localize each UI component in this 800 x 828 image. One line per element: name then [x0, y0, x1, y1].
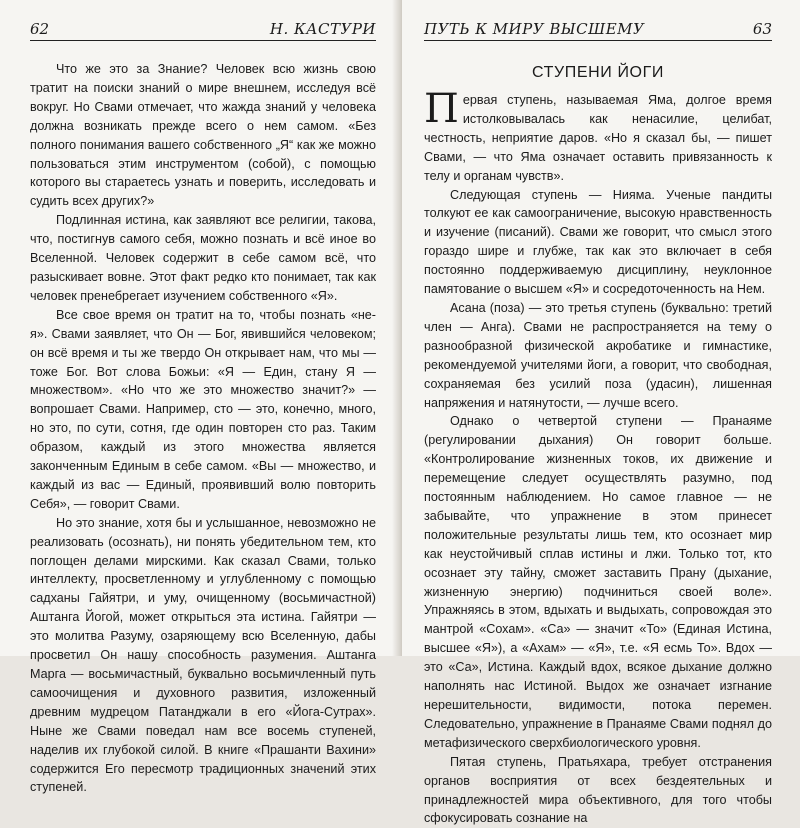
right-page: [402, 0, 800, 826]
right-page-number: 63: [752, 20, 772, 38]
paragraph: Все свое время он тратит на то, чтобы познать «не-я». Свами заявляет, что Он — Бог, явившийся человеком; он всё время и ты же твердо Он открывает нам, что мы — тоже Бог. Вот слова Божьи: «Я — Един, стану Я — множеством». «Но что же это множество значит?» — вопрошает Свами. Например, сто — это, конечно, много, но это, по сути, сотня, где один повторен сто раз. Таким образом, каждый из этого множества является законченным Единым в себе самом. «Вы — множество, и каждый из вас — Единый, проявивший волю повторить Себя», — говорит Свами.: [30, 307, 376, 511]
paragraph: Следующая ступень — Нияма. Ученые пандиты толкуют ее как самоограничение, высокую нравственность и изучение (писаний). Свами же говорит, что смысл этого гораздо шире и глубже, так как это включает в себя постоянно поддерживаемую дисциплину, неуклонное памятование о высшем «Я» и сосредоточенность на Нем.: [424, 187, 772, 297]
paragraph: Асана (поза) — это третья ступень (буквально: третий член — Анга). Свами не распространяется на тему о разнообразной физической акробатике и гимнастике, рекомендуемой учителями йоги, а говорит, что свободная, сохраняемая без усилий поза (удасин), лишенная напряжения и натянутости, — лучше всего.: [424, 300, 772, 410]
left-body-text: [30, 60, 376, 797]
paragraph: Однако о четвертой ступени — Пранаяме (регулировании дыхания) Он говорит больше. «Контролирование жизненных токов, их движение и перемещение следует осуществлять разумно, под постоянным наблюдением. Но самое главное — не забывайте, что упражнение в этом принесет положительные результаты лишь тем, кто осознает мир как неустойчивый сплав истины и лжи. Только тот, кто осознает эту тайну, сможет заставить Прану (дыхание, жизненную энергию) подчиниться своей воле». Упражняясь в этом, вдыхать и выдыхать, сопровождая это мантрой «Сохам». «Са» — значит «То» (Единая Истина, высшее «Я»), а «Ахам» — «Я», т.е. «Я есмь То». Вдох — это «Са», Истина. Каждый вдох, всякое дыхание должно наполнять нас Истиной. Выдох же означает изгнание нерешительности, видимости, потока перемен. Следовательно, упражнение в Пранаяме Свами поднял до метафизического сверхбиологического уровня.: [424, 414, 772, 750]
chapter-title: СТУПЕНИ ЙОГИ: [532, 64, 664, 81]
left-running-title: Н. КАСТУРИ: [269, 20, 376, 38]
paragraph: Подлинная истина, как заявляют все религии, такова, что, постигнув самого себя, можно познать и всё иное во Вселенной. Человек содержит в себе самом всё, что разыскивает вовне. Этот факт редко кто понимает, так как человек пренебрегает изучением собственного «Я».: [30, 213, 376, 303]
left-running-head: [30, 18, 376, 41]
left-page-number: 62: [30, 20, 50, 38]
paragraph-first-text: ервая ступень, называемая Яма, долгое время истолковывалась как ненасилие, целибат, честность, неприятие даров. «Но я сказал бы, — пишет Свами, — что Яма означает оставить привязанность к телу и органам чувств».: [424, 93, 772, 183]
paragraph: Что же это за Знание? Человек всю жизнь свою тратит на поиски знаний о мире внешнем, исследуя всё вокруг. Но Свами отмечает, что жажда знаний у человека должна возникать прежде всего о нем самом. «Без полного понимания вашего собственного „Я“ как же можно пользоваться этим инструментом (собой), с помощью которого вы стараетесь узнать и поверить, исследовать и судить всех других?»: [30, 62, 376, 209]
right-running-title: ПУТЬ К МИРУ ВЫСШЕМУ: [424, 20, 645, 38]
paragraph: Пятая ступень, Пратьяхара, требует отстранения органов восприятия от всех бездеятельных и принадлежностей мира объективного, для того чтобы сфокусировать сознание на: [424, 754, 772, 826]
right-body-text: [424, 86, 772, 828]
drop-cap: П: [424, 86, 459, 132]
left-page: [0, 0, 398, 795]
paragraph-first: [424, 86, 772, 186]
right-running-head: [424, 18, 772, 41]
paragraph: Но это знание, хотя бы и услышанное, невозможно не реализовать (осознать), ни понять убедительном тем, кто поглощен делами мирскими. Как сказал Свами, только интеллекту, просветленному и углубленному с помощью садханы Гайятри, и уму, очищенному (восьмичастной) Аштанга Йогой, может открыться эта истина. Гайятри — это молитва Разуму, озаряющему всю Вселенную, дабы просветил Он нашу способность разумения. Аштанга Марга — восьмичастный, буквально восьмичленный путь самоочищения и духовного развития, изложенный древним мудрецом Патанджали в его «Йога-Сутрах». Ныне же Свами поведал нам все восемь ступеней, наделив их глубокой силой. В книге «Прашанти Вахини» содержится Его пересмотр традиционных значений этих ступеней.: [30, 515, 376, 795]
